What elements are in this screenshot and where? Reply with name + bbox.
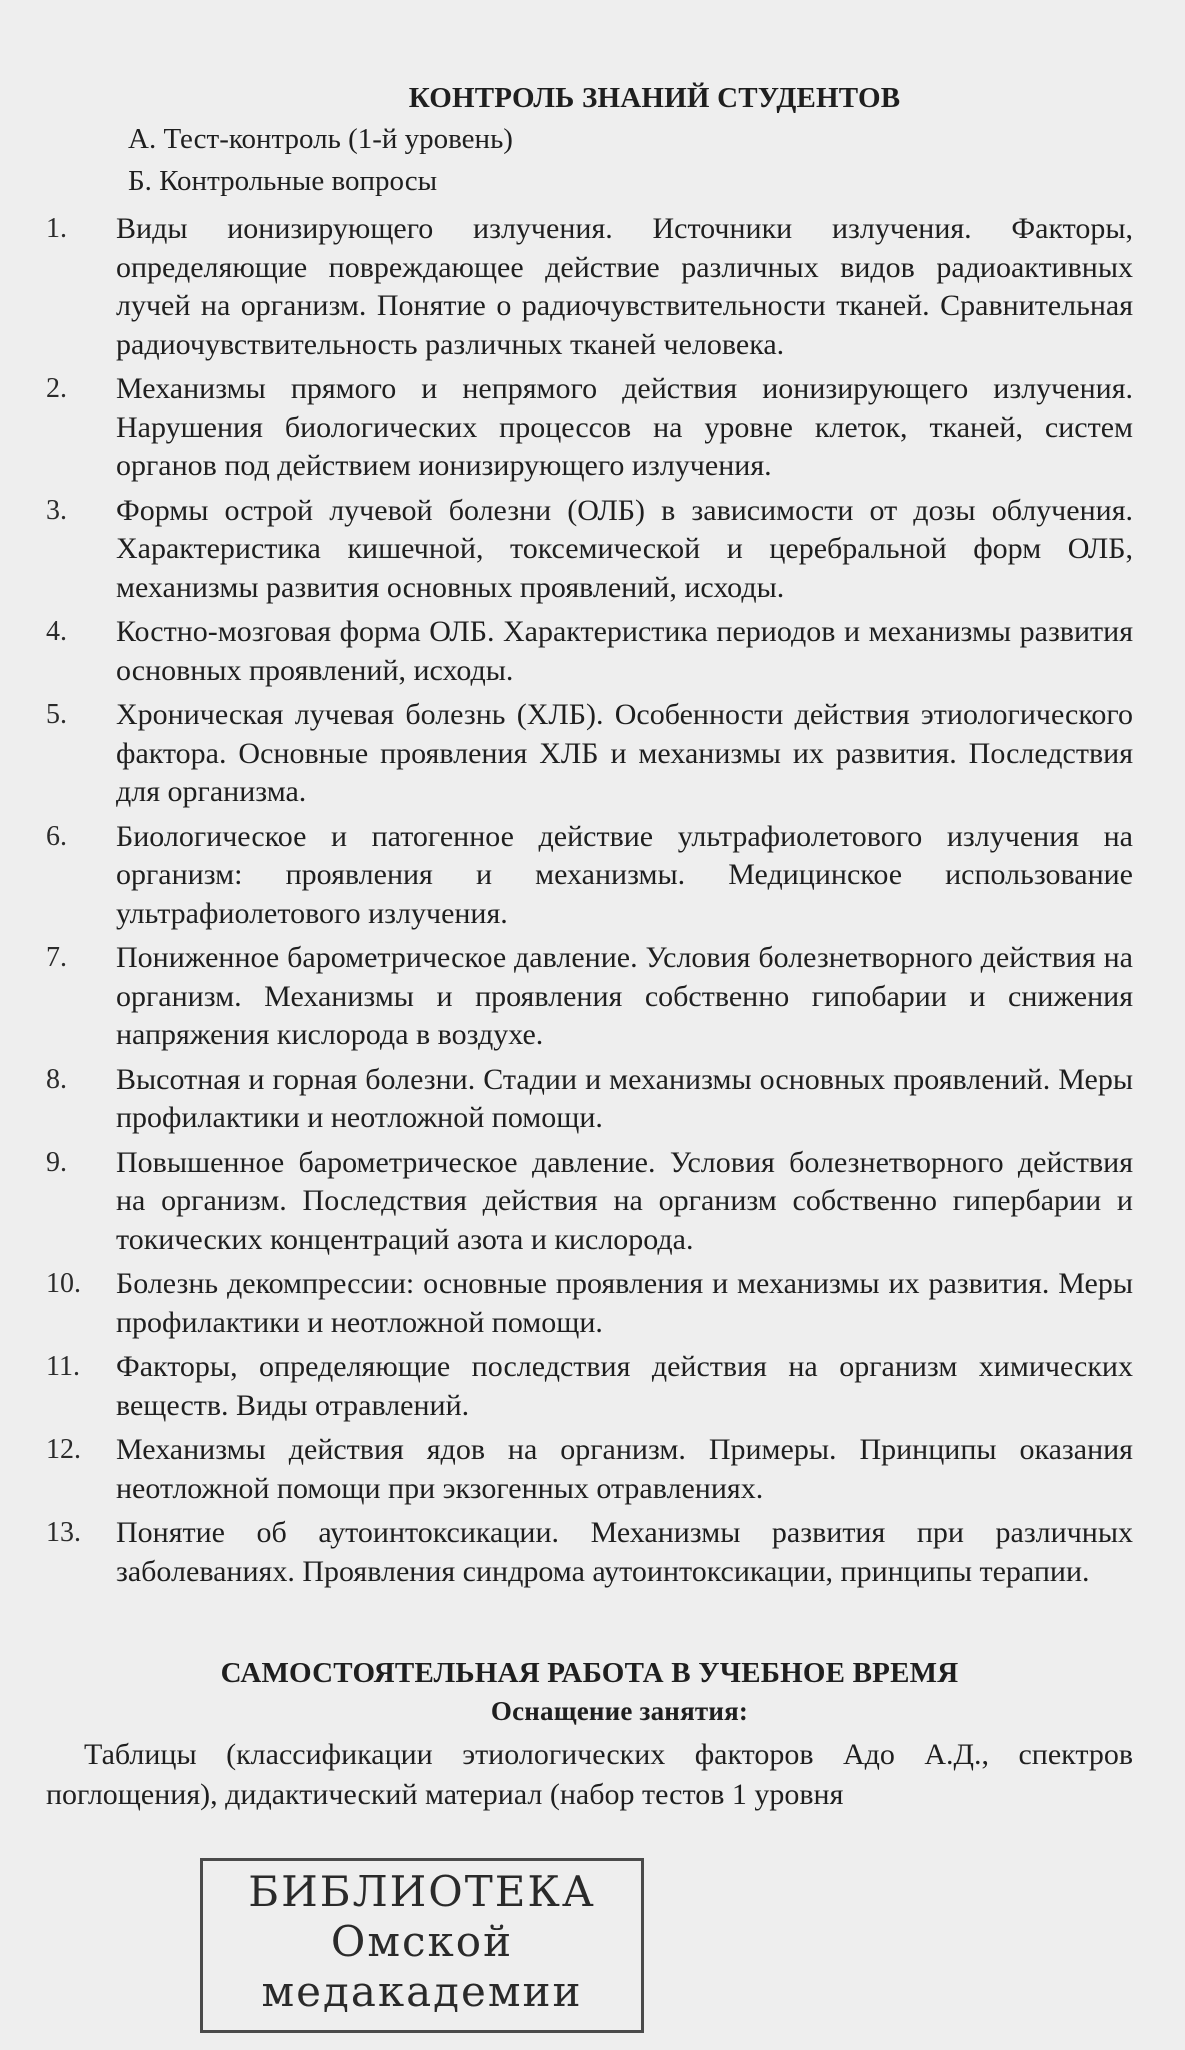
question-item: [46, 1348, 1133, 1425]
library-stamp: [200, 1858, 644, 2033]
question-item: [46, 1144, 1133, 1260]
section-title-knowledge-control: КОНТРОЛЬ ЗНАНИЙ СТУДЕНТОВ: [408, 82, 901, 114]
question-text: Повышенное барометрическое давление. Условия болезнетворного действия на организм. Последствия действия на организм собственно гипербарии и токических концентраций азота и кислорода.: [116, 1145, 1133, 1256]
question-item: [46, 1061, 1133, 1138]
question-text: Костно-мозговая форма ОЛБ. Характеристика периодов и механизмы развития основных проявлений, исходы.: [116, 615, 1133, 687]
question-text: Хроническая лучевая болезнь (ХЛБ). Особенности действия этиологического фактора. Основные проявления ХЛБ и механизмы их развития. Последствия для организма.: [116, 698, 1133, 808]
question-number: 8.: [46, 1063, 67, 1095]
question-text: Пониженное барометрическое давление. Условия болезнетворного действия на организм. Механизмы и проявления собственно гипобарии и снижения напряжения кислорода в воздухе.: [116, 941, 1133, 1051]
question-number: 1.: [46, 213, 67, 244]
question-text: Виды ионизирующего излучения. Источники излучения. Факторы, определяющие повреждающее действие различных видов радиоактивных лучей на организм. Понятие о радиочувствительности тканей. Сравнительная радиочувствительность различных тканей человека.: [116, 212, 1133, 361]
question-item: [46, 1265, 1133, 1342]
question-number: 6.: [46, 820, 67, 852]
question-item: [46, 370, 1133, 486]
question-text: Понятие об аутоинтоксикации. Механизмы развития при различных заболеваниях. Проявления синдрома аутоинтоксикации, принципы терапии.: [116, 1516, 1133, 1588]
question-item: [46, 1514, 1133, 1591]
question-text: Болезнь декомпрессии: основные проявления и механизмы их развития. Меры профилактики и неотложной помощи.: [116, 1267, 1133, 1339]
equipment-paragraph: Таблицы (классификации этиологических факторов Адо А.Д., спектров поглощения), дидактический материал (набор тестов 1 уровня: [46, 1738, 1133, 1811]
stamp-line-city: Омской: [330, 1917, 514, 1966]
question-number: 3.: [46, 494, 67, 526]
questions-list: [46, 210, 1133, 1591]
question-number: 5.: [46, 699, 67, 730]
question-number: 2.: [46, 373, 67, 404]
question-text: Факторы, определяющие последствия действия на организм химических веществ. Виды отравлений.: [116, 1350, 1133, 1422]
question-number: 4.: [46, 616, 67, 647]
question-item: [46, 210, 1133, 364]
section-subtitle-equipment: Оснащение занятия:: [490, 1696, 749, 1726]
question-item: [46, 818, 1133, 934]
question-text: Механизмы действия ядов на организм. Примеры. Принципы оказания неотложной помощи при экзогенных отравлениях.: [116, 1433, 1133, 1505]
stamp-line-library: БИБЛИОТЕКА: [248, 1867, 596, 1916]
question-item: [46, 613, 1133, 690]
question-number: 9.: [46, 1146, 67, 1178]
question-number: 12.: [46, 1434, 81, 1465]
question-item: [46, 492, 1133, 608]
question-number: 11.: [46, 1351, 80, 1382]
question-text: Механизмы прямого и непрямого действия ионизирующего излучения. Нарушения биологических процессов на уровне клеток, тканей, систем органов под действием ионизирующего излучения.: [116, 372, 1133, 482]
question-number: 13.: [46, 1517, 81, 1548]
question-number: 10.: [46, 1268, 81, 1299]
question-number: 7.: [46, 942, 67, 973]
test-control-line: А. Тест-контроль (1-й уровень): [128, 123, 513, 155]
question-text: Высотная и горная болезни. Стадии и механизмы основных проявлений. Меры профилактики и неотложной помощи.: [116, 1062, 1133, 1134]
stamp-line-academy: медакадемии: [261, 1967, 583, 2016]
section-title-independent-work: САМОСТОЯТЕЛЬНАЯ РАБОТА В УЧЕБНОЕ ВРЕМЯ: [220, 1657, 959, 1689]
question-text: Биологическое и патогенное действие ультрафиолетового излучения на организм: проявления и механизмы. Медицинское использование ультрафиолетового излучения.: [116, 819, 1133, 930]
question-item: [46, 939, 1133, 1055]
control-questions-line: Б. Контрольные вопросы: [128, 165, 438, 197]
question-item: [46, 1431, 1133, 1508]
question-item: [46, 696, 1133, 812]
independent-work-section: [46, 1653, 1133, 1815]
question-text: Формы острой лучевой болезни (ОЛБ) в зависимости от дозы облучения. Характеристика кишечной, токсемической и церебральной форм ОЛБ, механизмы развития основных проявлений, исходы.: [116, 493, 1133, 604]
